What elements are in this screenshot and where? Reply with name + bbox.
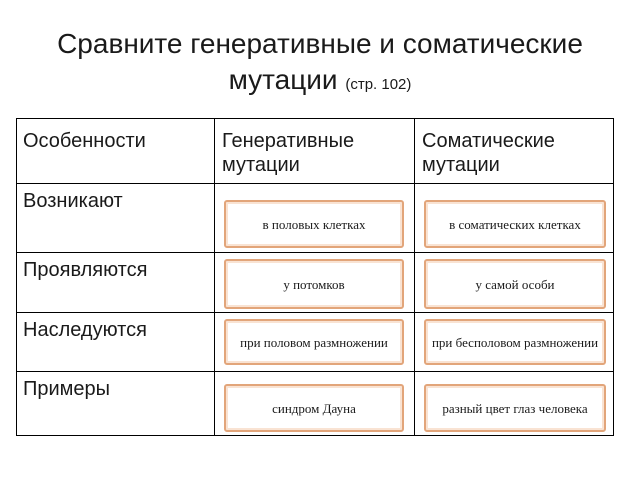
answer-box-manifest-somatic[interactable]: у самой особи bbox=[424, 259, 606, 309]
header-generative-line1: Генеративные bbox=[222, 130, 355, 152]
header-generative-line2: мутации bbox=[222, 154, 300, 176]
answer-box-examples-somatic[interactable]: разный цвет глаз человека bbox=[424, 384, 606, 432]
answer-box-arise-generative[interactable]: в половых клетках bbox=[224, 200, 404, 248]
row-divider-data-4 bbox=[214, 371, 613, 372]
row-divider-4 bbox=[17, 371, 214, 372]
answer-box-examples-generative[interactable]: синдром Дауна bbox=[224, 384, 404, 432]
row-divider-2 bbox=[17, 252, 214, 253]
col-divider-2 bbox=[414, 119, 415, 435]
title-line-1: Сравните генеративные и соматические bbox=[57, 28, 583, 59]
row-divider-1 bbox=[17, 183, 214, 184]
header-somatic-line1: Соматические bbox=[422, 130, 555, 152]
row-label-inherited: Наследуются bbox=[23, 319, 147, 341]
answer-box-inherited-generative[interactable]: при половом размножении bbox=[224, 319, 404, 365]
slide-title bbox=[0, 26, 640, 103]
answer-box-manifest-generative[interactable]: у потомков bbox=[224, 259, 404, 309]
header-divider-data bbox=[214, 183, 613, 184]
header-generative bbox=[222, 129, 354, 177]
answer-box-inherited-somatic[interactable]: при бесполовом размножении bbox=[424, 319, 606, 365]
header-somatic-line2: мутации bbox=[422, 154, 500, 176]
header-somatic bbox=[422, 129, 555, 177]
title-line-2: мутации (стр. 102) bbox=[228, 64, 412, 95]
row-divider-data-3 bbox=[214, 312, 613, 313]
row-divider-3 bbox=[17, 312, 214, 313]
header-features: Особенности bbox=[23, 130, 146, 152]
row-label-examples: Примеры bbox=[23, 378, 111, 400]
row-label-arise: Возникают bbox=[23, 190, 123, 212]
col-divider-1 bbox=[214, 119, 215, 435]
row-divider-data-2 bbox=[214, 252, 613, 253]
row-label-manifest: Проявляются bbox=[23, 259, 148, 281]
page-reference: (стр. 102) bbox=[345, 76, 412, 93]
answer-box-arise-somatic[interactable]: в соматических клетках bbox=[424, 200, 606, 248]
